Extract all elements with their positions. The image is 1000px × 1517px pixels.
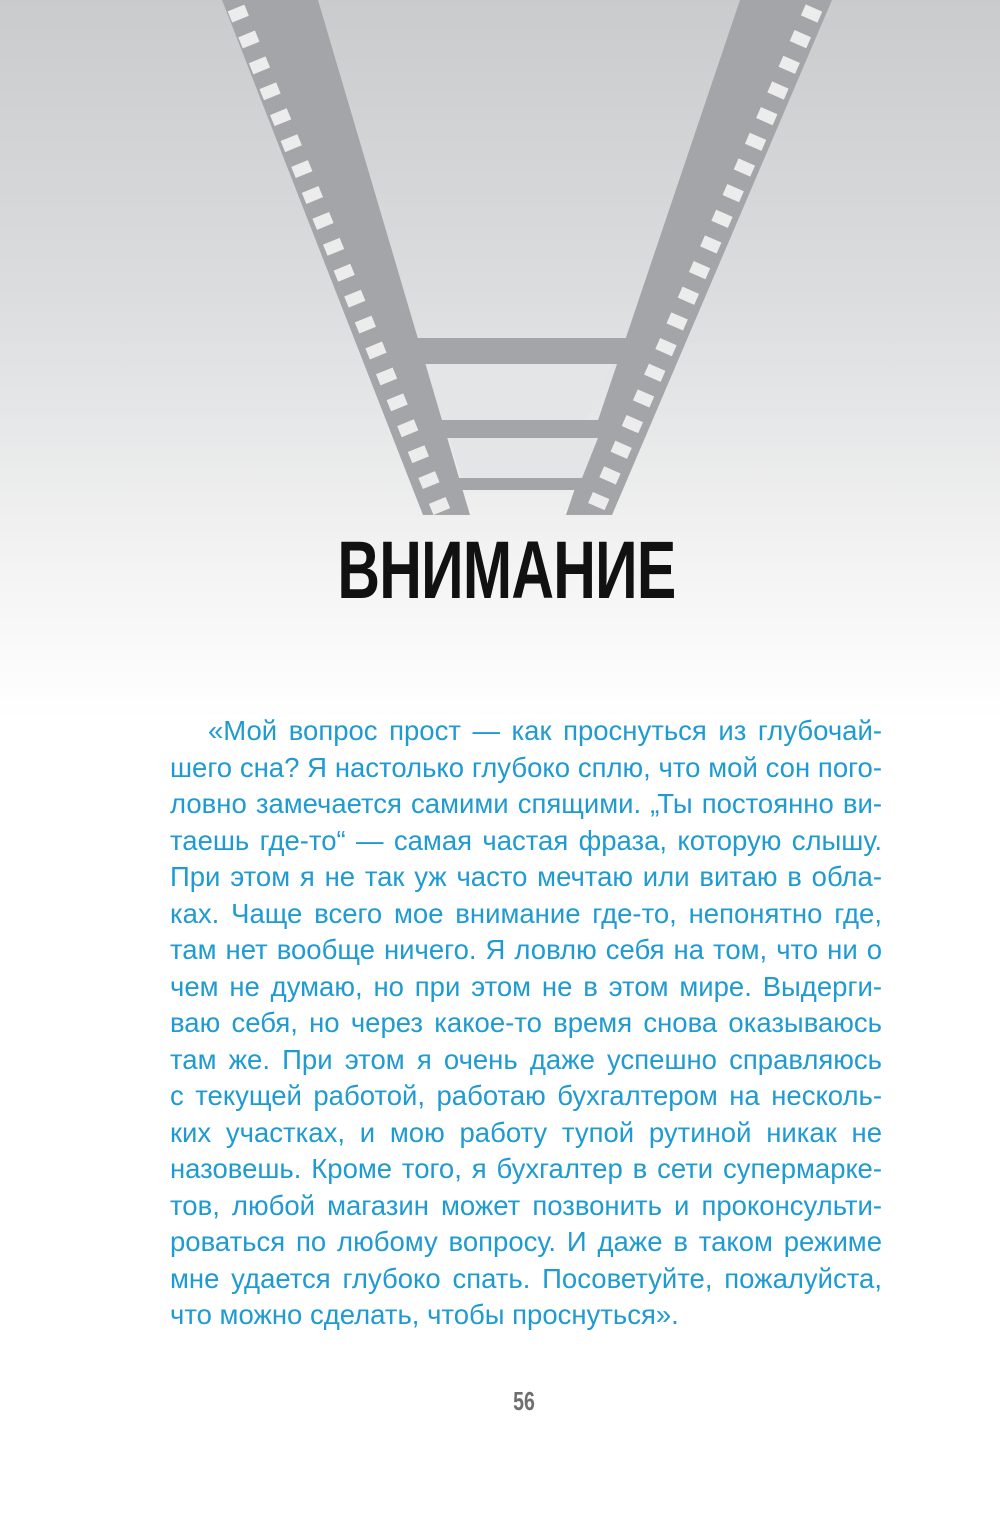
body-line: тов, любой магазин может позвонить и проконсульти- [170, 1189, 882, 1221]
chapter-title: ВНИМАНИЕ [337, 525, 676, 616]
body-line: роваться по любому вопросу. И даже в таком режиме [170, 1226, 882, 1257]
body-line: шего сна? Я настолько глубоко сплю, что мой сон пого- [170, 751, 882, 783]
body-line: «Мой вопрос прост — как проснуться из глубочай- [208, 715, 882, 746]
body-line: с текущей работой, работаю бухгалтером на несколь- [170, 1080, 882, 1111]
body-line: там же. При этом я очень даже успешно справляюсь [170, 1043, 882, 1075]
body-line: таешь где-то“ — самая частая фраза, которую слышу. [170, 824, 882, 856]
body-line: там нет вообще ничего. Я ловлю себя на том, что ни о [170, 934, 882, 965]
body-text [170, 713, 882, 1334]
body-line: что можно сделать, чтобы проснуться». [170, 1299, 679, 1330]
body-line: чем не думаю, но при этом не в этом мире. Выдерги- [170, 970, 882, 1002]
body-line: ловно замечается самими спящими. „Ты постоянно ви- [170, 788, 882, 819]
body-line: ках. Чаще всего мое внимание где-то, непонятно где, [170, 897, 882, 929]
body-line: назовешь. Кроме того, я бухгалтер в сети супермаркe- [170, 1153, 882, 1184]
body-line: ваю себя, но через какое-то время снова оказываюсь [170, 1007, 882, 1038]
filmstrip-illustration [0, 0, 1000, 520]
page-number: 56 [513, 1386, 535, 1416]
body-line: мне удается глубоко спать. Посоветуйте, пожалуйста, [170, 1262, 882, 1294]
body-line: ких участках, и мою работу тупой рутиной никак не [170, 1116, 882, 1148]
body-line: При этом я не так уж часто мечтаю или витаю в обла- [170, 861, 882, 892]
